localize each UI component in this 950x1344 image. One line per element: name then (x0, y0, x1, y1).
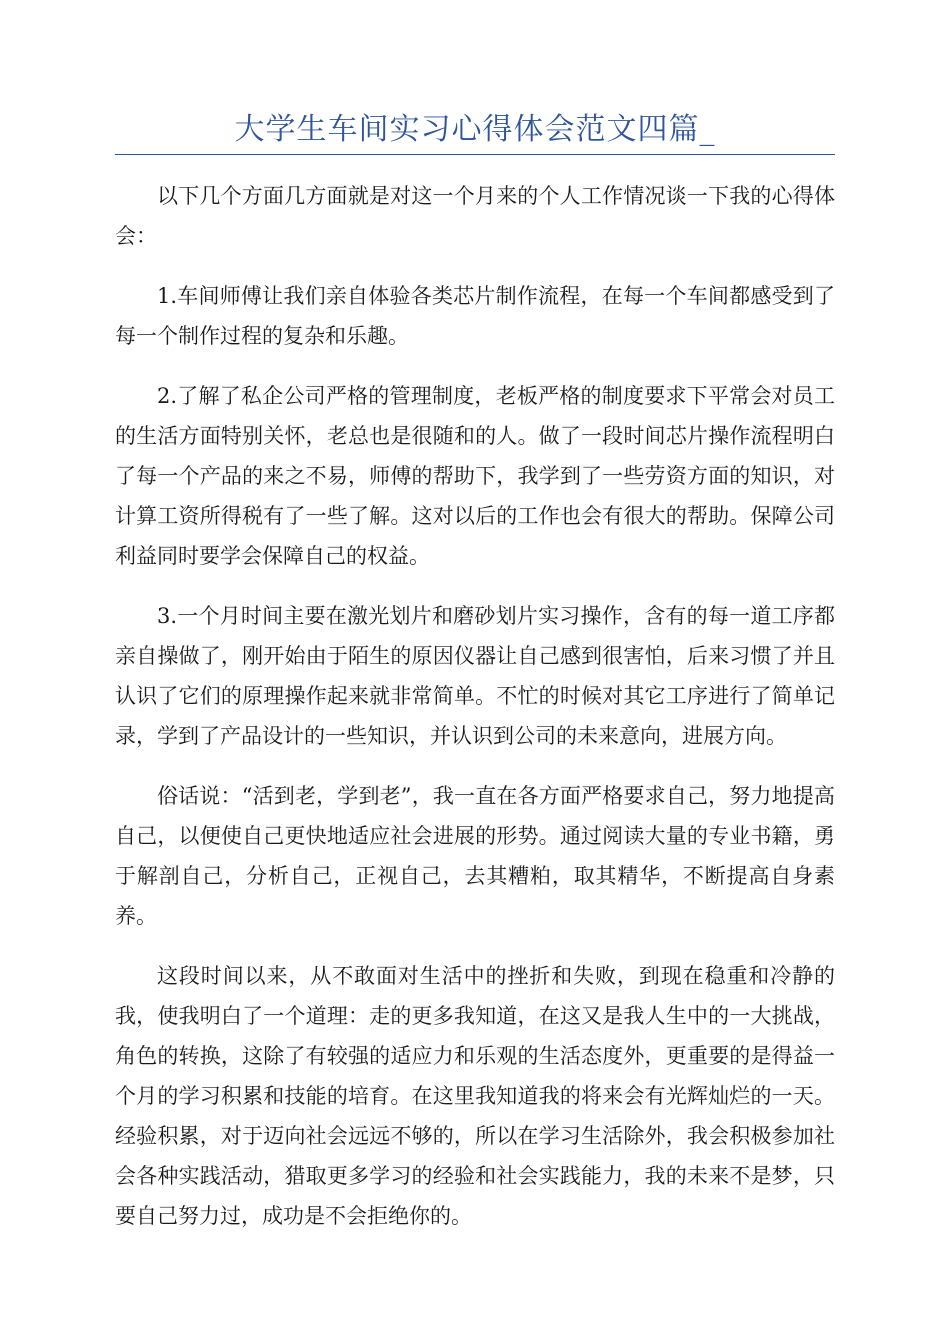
paragraph-point-3: 3.一个月时间主要在激光划片和磨砂划片实习操作，含有的每一道工序都亲自操做了，刚开始由于陌生的原因仪器让自己感到很害怕，后来习惯了并且认识了它们的原理操作起来就非常简单。不忙的时候对其它工序进行了简单记录，学到了产品设计的一些知识，并认识到公司的未来意向，进展方向。 (115, 604, 835, 748)
paragraph-point-2: 2.了解了私企公司严格的管理制度，老板严格的制度要求下平常会对员工的生活方面特别关怀，老总也是很随和的人。做了一段时间芯片操作流程明白了每一个产品的来之不易，师傅的帮助下，我学到了一些劳资方面的知识，对计算工资所得税有了一些了解。这对以后的工作也会有很大的帮助。保障公司利益同时要学会保障自己的权益。 (115, 384, 835, 568)
title-underline (115, 154, 835, 155)
paragraph-point-1: 1.车间师傅让我们亲自体验各类芯片制作流程，在每一个车间都感受到了每一个制作过程的复杂和乐趣。 (115, 284, 835, 348)
paragraph-conclusion: 这段时间以来，从不敢面对生活中的挫折和失败，到现在稳重和冷静的我，使我明白了一个道理：走的更多我知道，在这又是我人生中的一大挑战，角色的转换，这除了有较强的适应力和乐观的生活态度外，更重要的是得益一个月的学习积累和技能的培育。在这里我知道我的将来会有光辉灿烂的一天。经验积累，对于迈向社会远远不够的，所以在学习生活除外，我会积极参加社会各种实践活动，猎取更多学习的经验和社会实践能力，我的未来不是梦，只要自己努力过，成功是不会拒绝你的。 (115, 964, 835, 1228)
paragraph-intro: 以下几个方面几方面就是对这一个月来的个人工作情况谈一下我的心得体会： (115, 184, 835, 248)
document-title: 大学生车间实习心得体会范文四篇_ (234, 112, 716, 147)
document-body (115, 176, 835, 1256)
paragraph-proverb: 俗话说：“活到老，学到老”，我一直在各方面严格要求自己，努力地提高自己，以便使自己更快地适应社会进展的形势。通过阅读大量的专业书籍，勇于解剖自己，分析自己，正视自己，去其糟粕，取其精华，不断提高自身素养。 (115, 784, 835, 928)
